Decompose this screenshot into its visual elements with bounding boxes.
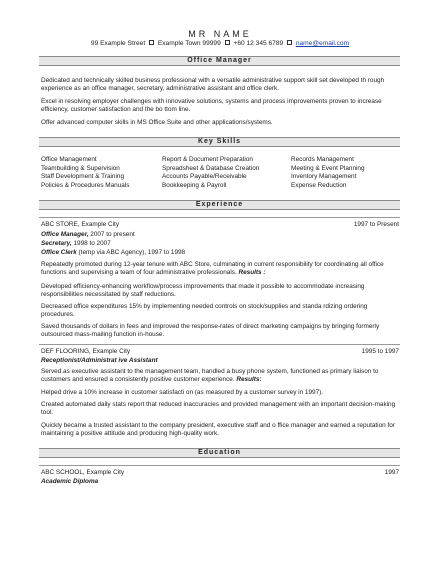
skill-item: Inventory Management [291,173,357,180]
achievement-item: Helped drive a 10% increase in customer satisfacti on (as measured by a customer survey in 1997). [41,389,324,396]
role-line [41,231,399,239]
employer-name: DEF FLOORING, Example City [41,348,131,355]
role-dates: 2007 to present [88,231,135,238]
summary-paragraph: Excel in resolving employer challenges with innovative solutions, systems and process improvements proven to increase efficiency, customer satisfaction and the bo ttom line. [41,98,382,113]
achievement-item: Created automated daily stats report that reduced inaccuracies and provided management with an important decision-making tool. [41,401,396,416]
separator-box-icon [149,40,154,45]
skills-column [162,156,259,190]
section-heading-text: Key Skills [197,138,242,145]
school-row [41,469,399,477]
job-intro-text: Repeatedly promoted during 12-year tenure with ABC Store, culminating in current responsibility for coordinating all office functions and supervising a team of four administrative professionals. [41,261,384,276]
role-title: Office Clerk [41,249,77,256]
employer-row [41,221,399,229]
employer-name: ABC STORE, Example City [41,221,120,228]
section-heading-skills [39,137,400,147]
job-intro-text: Served as executive assistant to the management team, handled a busy phone system, functioned as primary liaison to customers and ensured a consistently positive customer experience. [41,368,379,383]
skill-item: Office Management [41,156,97,163]
contact-line [0,40,440,47]
skill-item: Staff Development & Training [41,173,125,180]
job-intro [41,261,399,277]
graduation-year: 1997 [384,469,399,476]
achievement-item: Saved thousands of dollars in fees and improved the response-rates of direct marketing campaigns by bringing formerly outsourced mass-mailing function in-house. [41,323,380,338]
skill-item: Spreadsheet & Database Creation [162,164,260,172]
section-heading-objective [39,56,400,66]
summary-paragraph: Offer advanced computer skills in MS Office Suite and other applications/systems. [41,119,273,126]
skill-item: Policies & Procedures Manuals [41,181,130,189]
role-dates: 1998 to 2007 [71,240,111,247]
results-label: Results: [236,376,262,383]
divider [39,344,400,345]
divider [39,217,400,218]
achievement-item: Developed efficiency-enhancing workflow/process improvements that made it possible to accommodate increasing responsibilities necessitated by staff reductions. [41,283,365,298]
section-heading-text: Office Manager [187,57,252,64]
skill-item: Teambuilding & Supervision [41,164,120,172]
skill-item: Bookkeeping & Payroll [162,181,227,189]
achievement-item: Decreased office expenditures 15% by implementing needed controls on stock/supplies and standa rdizing ordering procedures. [41,303,368,318]
role-title: Secretary, [41,240,72,247]
role-title: Receptionist/Administrat ive Assistant [41,357,158,364]
section-heading-experience [39,200,400,210]
town-address: Example Town 99999 [157,40,221,47]
section-heading-text: Experience [195,201,244,208]
role-dates: (temp via ABC Agency), 1997 to 1998 [76,249,186,256]
results-label: Results : [238,269,266,276]
role-line [41,240,399,248]
section-heading-education [39,448,400,458]
role-line [41,357,399,365]
separator-box-icon [287,40,292,45]
candidate-name: MR NAME [188,29,252,39]
role-line [41,249,399,257]
achievement-item: Quickly became a trusted assistant to the company president, executive staff and o ffice manager and earned a reputation for maintaining a positive attitude and producing high-quality work. [41,422,395,437]
school-name: ABC SCHOOL, Example City [41,469,125,476]
employment-dates: 1997 to Present [353,221,399,228]
degree-title: Academic Diploma [41,478,99,485]
divider [39,465,400,466]
street-address: 99 Example Street [90,40,146,47]
skill-item: Expense Reduction [291,181,347,189]
job-intro [41,368,399,384]
phone-number: +60 12 345 6789 [233,40,284,47]
employer-row [41,348,399,356]
degree-line [41,478,399,486]
email-link[interactable]: name@email.com [295,40,350,47]
section-heading-text: Education [198,449,241,456]
separator-box-icon [225,40,230,45]
summary-paragraph: Dedicated and technically skilled business professional with a versatile administrative support skill set developed th rough experience as an office manager, secretary, administrative assistant and office clerk. [41,77,385,92]
skills-column [291,156,365,190]
skill-item: Accounts Payable/Receivable [162,173,247,180]
skill-item: Report & Document Preparation [162,156,253,163]
employment-dates: 1995 to 1997 [361,348,399,355]
skills-column [41,156,129,190]
skill-item: Records Management [291,156,354,163]
role-title: Office Manager, [41,231,89,238]
skill-item: Meeting & Event Planning [291,164,365,172]
